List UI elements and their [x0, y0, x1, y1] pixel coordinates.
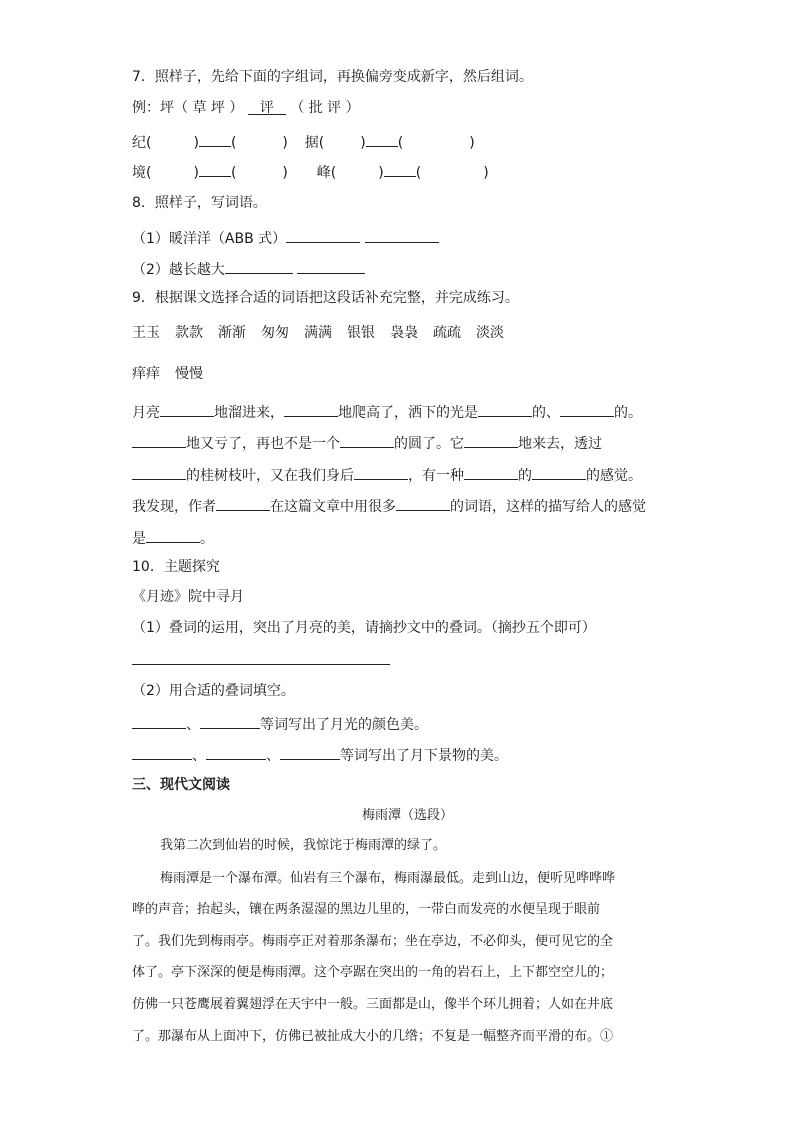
q8-item2-blank-1[interactable] — [225, 257, 293, 274]
q7-title: 7．照样子，先给下面的字组词，再换偏旁变成新字，然后组词。 — [132, 69, 533, 85]
q7-row-1: 纪( ) ( ) 据( ) ( ) — [132, 130, 475, 153]
passage-line: 体了。亭下深深的便是梅雨潭。这个亭踞在突出的一角的岩石上，上下都空空儿的； — [132, 965, 614, 980]
q9-blank[interactable] — [216, 494, 270, 511]
q9-blank[interactable] — [532, 463, 586, 480]
q9-paragraph-line-4: 我发现，作者 在这篇文章中用很多 的词语，这样的描写给人的感觉 — [132, 494, 646, 517]
q8-item1-blank-1[interactable] — [286, 226, 360, 243]
passage-line: 了。我们先到梅雨亭。梅雨亭正对着那条瀑布；坐在亭边，不必仰头，便可见它的全 — [132, 934, 614, 949]
q9-blank[interactable] — [560, 400, 614, 417]
q10-item-2: （2）用合适的叠词填空。 — [132, 683, 295, 699]
passage-line: 我第二次到仙岩的时候，我惊诧于梅雨潭的绿了。 — [160, 838, 447, 853]
q9-title: 9．根据课文选择合适的词语把这段话补充完整，并完成练习。 — [132, 290, 519, 306]
q7-example — [132, 98, 360, 118]
q9-blank[interactable] — [146, 526, 200, 543]
q9-blank[interactable] — [478, 400, 532, 417]
q10-blank[interactable] — [132, 743, 192, 760]
q10-subtitle: 《月迹》院中寻月 — [132, 589, 244, 605]
q10-item-1: （1）叠词的运用，突出了月亮的美，请摘抄文中的叠词。（摘抄五个即可） — [132, 620, 596, 636]
q7-row2-blank-2[interactable] — [384, 160, 416, 177]
q9-paragraph-line-3: 的桂树枝叶，又在我们身后 ，有一种 的 的感觉。 — [132, 463, 642, 486]
section-3-heading: 三、现代文阅读 — [132, 777, 230, 793]
q7-row2-blank-1[interactable] — [199, 160, 231, 177]
q10-fill-1: 、 等词写出了月光的颜色美。 — [132, 712, 428, 735]
q7-row-2: 境( ) ( ) 峰( ) ( ) — [132, 160, 489, 183]
q9-blank[interactable] — [396, 494, 450, 511]
passage-line: 了。那瀑布从上面冲下，仿佛已被扯成大小的几绺；不复是一幅整齐而平滑的布。① — [132, 1029, 614, 1044]
q9-word-bank-row-1: 王玉 款款 渐渐 匆匆 满满 银银 袅袅 疏疏 淡淡 — [132, 325, 504, 341]
q8-item-1: （1）暖洋洋（ABB 式） — [132, 226, 439, 249]
q9-blank[interactable] — [464, 463, 518, 480]
q8-item1-blank-2[interactable] — [365, 226, 439, 243]
q9-paragraph-line-1: 月亮 地溜进来， 地爬高了，洒下的光是 的、 的。 — [132, 400, 642, 423]
q7-example-prefix: 例：坪（ 草 坪 ） — [132, 100, 244, 116]
q8-item-2: （2）越长越大 — [132, 257, 365, 280]
q10-blank[interactable] — [206, 743, 266, 760]
q9-paragraph-line-2: 地又亏了，再也不是一个 的圆了。它 地来去，透过 — [132, 431, 602, 454]
q9-blank[interactable] — [160, 400, 214, 417]
q9-blank[interactable] — [464, 431, 518, 448]
q10-title: 10．主题探究 — [132, 559, 220, 575]
q10-blank[interactable] — [200, 712, 260, 729]
q7-row1-blank-1[interactable] — [199, 130, 231, 147]
q9-word-bank-row-2: 痒痒 慢慢 — [132, 366, 203, 382]
q9-paragraph-line-5: 是 。 — [132, 526, 214, 549]
q7-row1-blank-2[interactable] — [366, 130, 398, 147]
q9-blank[interactable] — [284, 400, 338, 417]
passage-line: 仿佛一只苍鹰展着翼翅浮在天宇中一般。三面都是山，像半个环儿拥着；人如在井底 — [132, 997, 614, 1012]
q7-example-word: （ 批 评 ） — [290, 100, 360, 116]
passage-line: 梅雨潭是一个瀑布潭。仙岩有三个瀑布，梅雨瀑最低。走到山边，便听见哗哗哗 — [160, 871, 616, 886]
q9-blank[interactable] — [354, 463, 408, 480]
q9-blank[interactable] — [132, 431, 186, 448]
q10-blank[interactable] — [132, 712, 186, 729]
q10-blank[interactable] — [280, 743, 340, 760]
passage-title: 梅雨潭（选段） — [362, 808, 454, 823]
q8-item2-blank-2[interactable] — [297, 257, 365, 274]
q10-fill-2: 、 、 等词写出了月下景物的美。 — [132, 743, 508, 766]
q7-example-new-char: 评 — [248, 98, 286, 115]
q9-blank[interactable] — [132, 463, 186, 480]
q10-item1-answer-line[interactable] — [132, 648, 390, 671]
q9-blank[interactable] — [340, 431, 394, 448]
passage-line: 哗的声音；抬起头，镶在两条湿湿的黑边儿里的，一带白而发亮的水便呈现于眼前 — [132, 902, 601, 917]
q8-title: 8．照样子，写词语。 — [132, 195, 267, 211]
